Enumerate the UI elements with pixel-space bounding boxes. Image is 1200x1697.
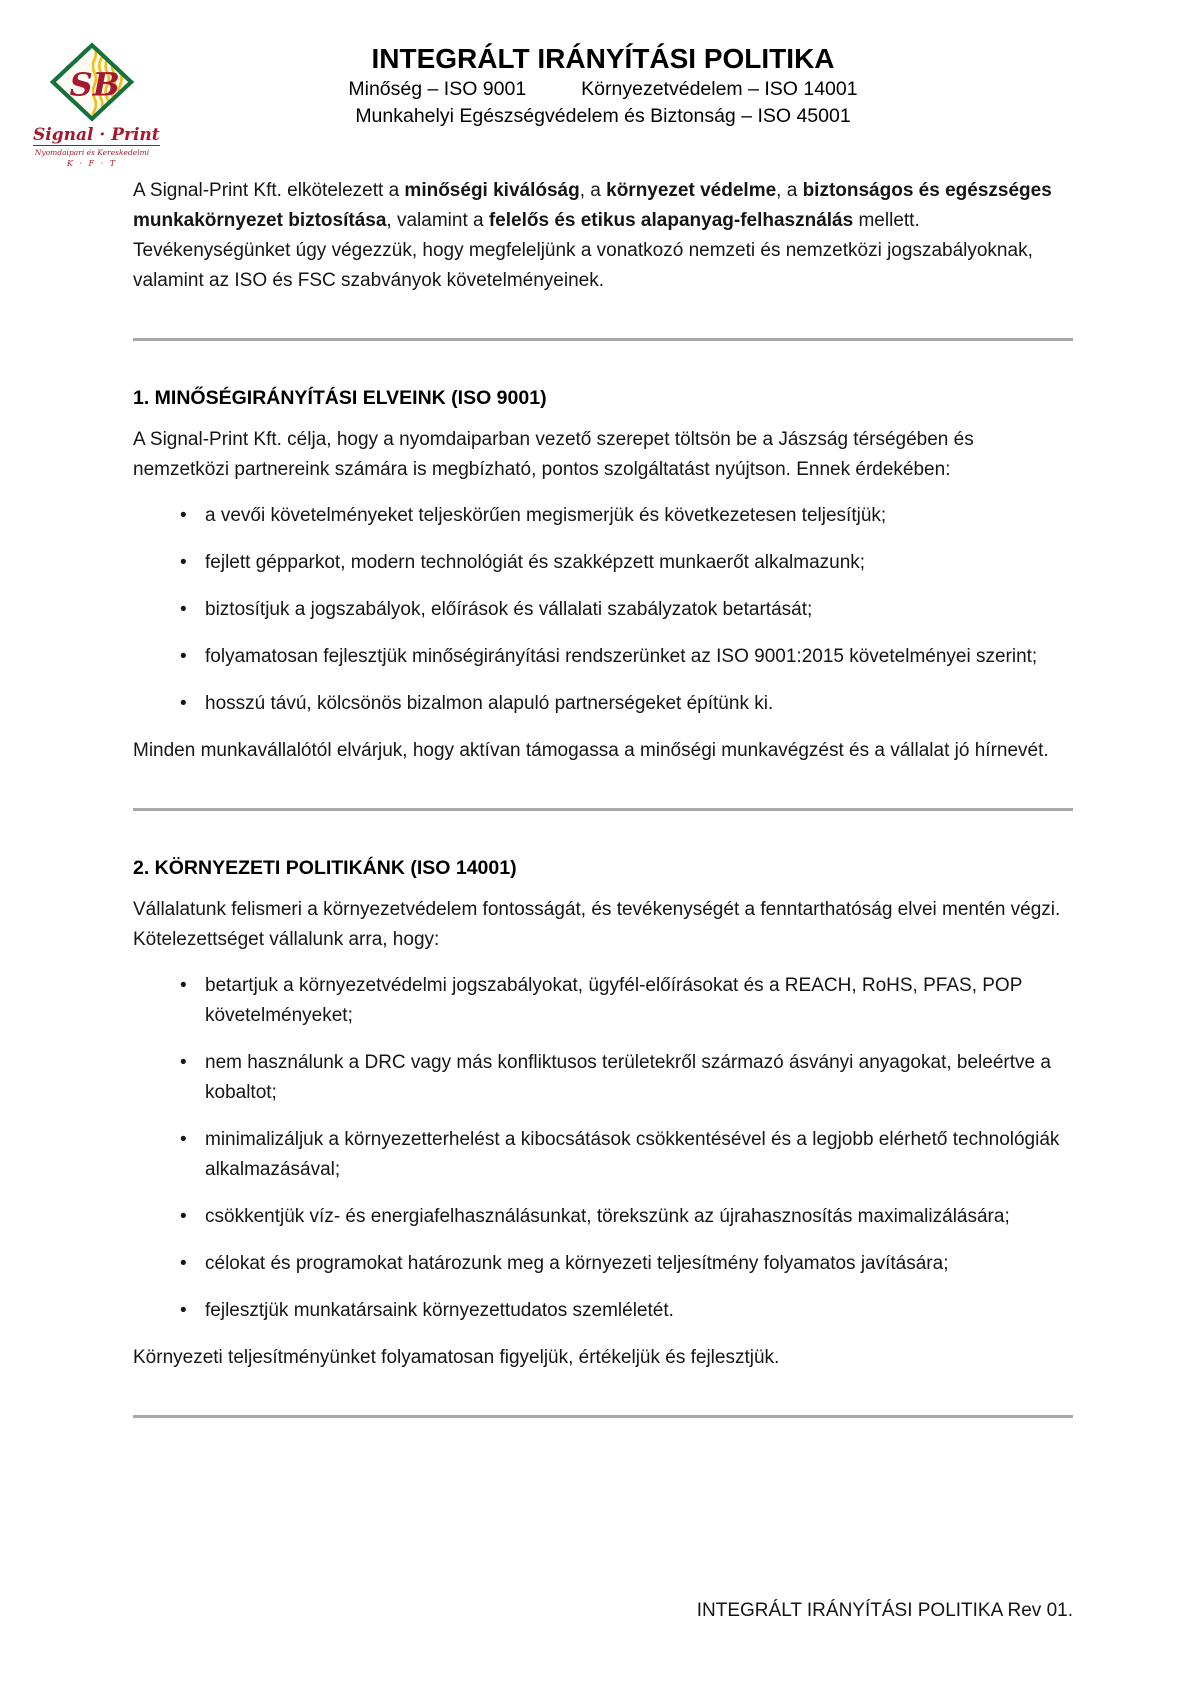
standard-safety: Munkahelyi Egészségvédelem és Biztonság – ISO 45001 [355,105,851,127]
section2-bullet-list [133,971,1073,1326]
document-title: INTEGRÁLT IRÁNYÍTÁSI POLITIKA [371,43,835,74]
bullet-item: • betartjuk a környezetvédelmi jogszabályokat, ügyfél-előírásokat és a REACH, RoHS, PFAS, POP követelményeket; [180,971,1073,1031]
section2-heading: 2. KÖRNYEZETI POLITIKÁNK (ISO 14001) [133,857,517,879]
company-logo [33,36,160,168]
document-header [133,0,1073,130]
standard-quality: Minőség – ISO 9001 [348,78,527,100]
section2-closing: Környezeti teljesítményünket folyamatosan figyeljük, értékeljük és fejlesztjük. [133,1347,780,1368]
bullet-item: • minimalizáljuk a környezetterhelést a kibocsátások csökkentésével és a legjobb elérhető technológiák alkalmazásával; [180,1125,1073,1185]
logo-suffix: K · F · T [66,158,118,168]
section-divider [133,808,1073,811]
bullet-item: • a vevői követelményeket teljeskörűen megismerjük és következetesen teljesítjük; [180,501,1073,531]
section1-intro: A Signal-Print Kft. célja, hogy a nyomdaiparban vezető szerepet töltsön be a Jászság térségében és nemzetközi partnereink számára is megbízható, pontos szolgáltatást nyújtson. Ennek érdekében: [133,429,974,480]
footer-revision-text: INTEGRÁLT IRÁNYÍTÁSI POLITIKA Rev 01. [696,1600,1073,1621]
document-body [133,176,1073,1418]
intro-paragraph: A Signal-Print Kft. elkötelezett a minőségi kiválóság, a környezet védelme, a biztonságos és egészséges munkakörnyezet biztosítása, valamint a felelős és etikus alapanyag-felhasználás mellett. Tevékenységünket úgy végezzük, hogy megfeleljünk a vonatkozó nemzeti és nemzetközi jogszabályoknak, valamint az ISO és FSC szabványok követelményeinek. [133,180,1052,291]
logo-company-name: Signal · Print [33,125,160,145]
logo-monogram: SB [69,65,120,104]
bullet-item: • fejlett gépparkot, modern technológiát és szakképzett munkaerőt alkalmazunk; [180,548,1073,578]
section1-heading: 1. MINŐSÉGIRÁNYÍTÁSI ELVEINK (ISO 9001) [133,387,547,409]
standards-line-1 [133,76,1073,103]
bullet-item: • célokat és programokat határozunk meg a környezeti teljesítmény folyamatos javítására; [180,1249,1073,1279]
section-divider [133,338,1073,341]
bullet-item: • csökkentjük víz- és energiafelhasználásunkat, törekszünk az újrahasznosítás maximalizálására; [180,1202,1073,1232]
section2-intro: Vállalatunk felismeri a környezetvédelem fontosságát, és tevékenységét a fenntarthatóság elvei mentén végzi. Kötelezettséget vállalunk arra, hogy: [133,899,1061,950]
section1-bullet-list [133,501,1073,719]
bullet-item: • nem használunk a DRC vagy más konfliktusos területekről származó ásványi anyagokat, beleértve a kobaltot; [180,1048,1073,1108]
logo-diamond-icon [48,36,136,128]
logo-tagline: Nyomdaipari és Kereskedelmi [34,148,150,157]
standard-environment: Környezetvédelem – ISO 14001 [581,78,858,100]
bullet-item: • fejlesztjük munkatársaink környezettudatos szemléletét. [180,1296,1073,1326]
bullet-item: • hosszú távú, kölcsönös bizalmon alapuló partnerségeket építünk ki. [180,689,1073,719]
section-divider [133,1415,1073,1418]
bullet-item: • folyamatosan fejlesztjük minőségirányítási rendszerünket az ISO 9001:2015 követelményei szerint; [180,642,1073,672]
section1-closing: Minden munkavállalótól elvárjuk, hogy aktívan támogassa a minőségi munkavégzést és a vállalat jó hírnevét. [133,740,1049,761]
bullet-item: • biztosítjuk a jogszabályok, előírások és vállalati szabályzatok betartását; [180,595,1073,625]
